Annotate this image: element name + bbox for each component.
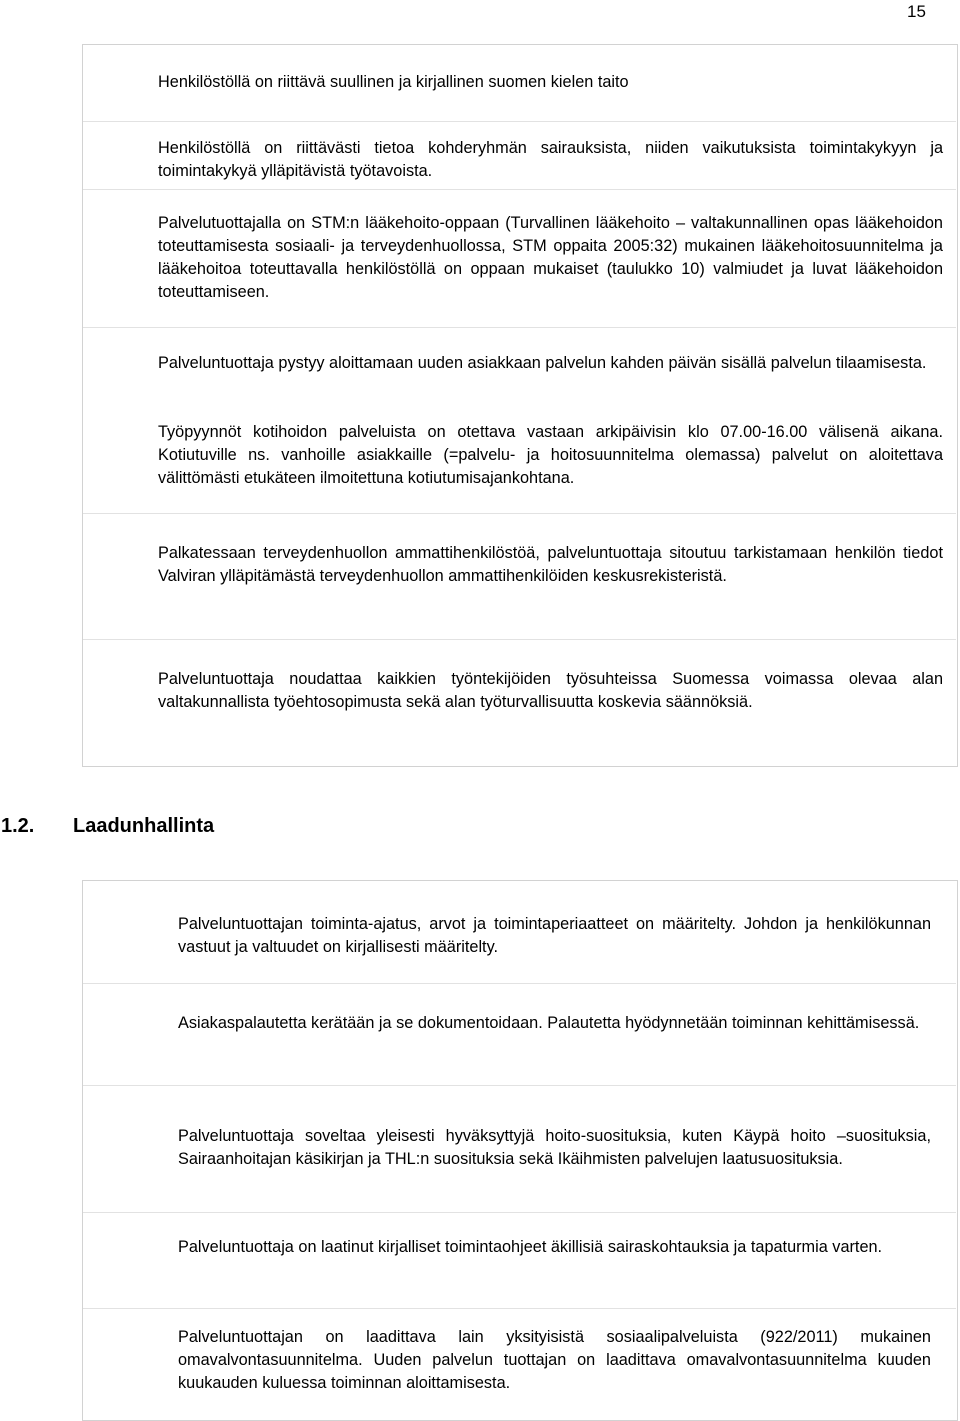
row-divider: [83, 1308, 956, 1309]
row-divider: [83, 189, 956, 190]
row-divider: [83, 1085, 956, 1086]
requirement-target-group-knowledge: Henkilöstöllä on riittävästi tietoa kohderyhmän sairauksista, niiden vaikutuksista toimintakykyyn ja toimintakykyä ylläpitävistä työtavoista.: [158, 139, 943, 180]
quality-emergency-instructions: Palveluntuottaja on laatinut kirjalliset toimintaohjeet äkillisiä sairaskohtauksia ja tapaturmia varten.: [178, 1238, 883, 1256]
row-divider: [83, 327, 956, 328]
requirement-language-skills: Henkilöstöllä on riittävä suullinen ja kirjallinen suomen kielen taito: [158, 73, 629, 91]
requirement-valvira-check: Palkatessaan terveydenhuollon ammattihenkilöstöä, palveluntuottaja sitoutuu tarkistamaan henkilön tiedot Valviran ylläpitämästä terveydenhuollon ammattihenkilöiden keskusrekisteristä.: [158, 544, 943, 585]
section-title: Laadunhallinta: [73, 815, 215, 837]
row-divider: [83, 513, 956, 514]
page-number: 15: [907, 2, 926, 21]
row-divider: [83, 639, 956, 640]
row-divider: [83, 121, 956, 122]
requirement-service-start: Palveluntuottaja pystyy aloittamaan uuden asiakkaan palvelun kahden päivän sisällä palvelun tilaamisesta.: [158, 354, 927, 372]
requirement-medication-plan: Palvelutuottajalla on STM:n lääkehoito-oppaan (Turvallinen lääkehoito – valtakunnallinen opas lääkehoidon toteuttamisesta sosiaali- ja terveydenhuollossa, STM oppaita 2005:32) mukainen lääkehoitosuunnitelma ja lääkehoitoa toteuttavalla henkilöstöllä on oppaan mukaiset (taulukko 10) valmiudet ja luvat lääkehoidon toteuttamiseen.: [158, 214, 943, 301]
requirement-collective-agreement: Palveluntuottaja noudattaa kaikkien työntekijöiden työsuhteissa Suomessa voimassa olevaa alan valtakunnallista työehtosopimusta sekä alan työturvallisuutta koskevia säännöksiä.: [158, 670, 943, 711]
quality-mission-values: Palveluntuottajan toiminta-ajatus, arvot ja toimintaperiaatteet on määritelty. Johdon ja henkilökunnan vastuut ja valtuudet on kirjallisesti määritelty.: [178, 915, 931, 956]
requirement-work-requests: Työpyynnöt kotihoidon palveluista on otettava vastaan arkipäivisin klo 07.00-16.00 välisenä aikana. Kotiutuville ns. vanhoille asiakkaille (=palvelu- ja hoitosuunnitelma olemassa) palvelut on aloitettava välittömästi etukäteen ilmoitettuna kotiutumisajankohtana.: [158, 423, 943, 487]
row-divider: [83, 983, 956, 984]
section-number: 1.2.: [1, 815, 35, 837]
quality-self-monitoring-plan: Palveluntuottajan on laadittava lain yksityisistä sosiaalipalveluista (922/2011) mukainen omavalvontasuunnitelma. Uuden palvelun tuottajan on laadittava omavalvontasuunnitelma kuuden kuukauden kuluessa toiminnan aloittamisesta.: [178, 1328, 931, 1392]
quality-customer-feedback: Asiakaspalautetta kerätään ja se dokumentoidaan. Palautetta hyödynnetään toiminnan kehittämisessä.: [178, 1014, 920, 1032]
quality-care-recommendations: Palveluntuottaja soveltaa yleisesti hyväksyttyjä hoito-suosituksia, kuten Käypä hoito –suosituksia, Sairaanhoitajan käsikirjan ja THL:n suosituksia sekä Ikäihmisten palvelujen laatusuosituksia.: [178, 1127, 931, 1168]
row-divider: [83, 1212, 956, 1213]
